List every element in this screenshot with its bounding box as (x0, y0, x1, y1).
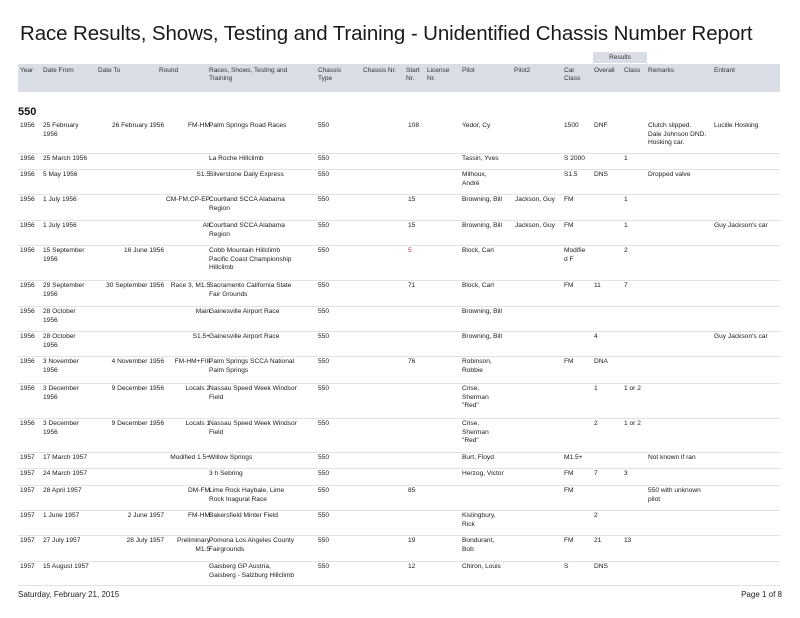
cell-year: 1957 (20, 512, 35, 519)
cell-event: Gainesville Airport Race (209, 333, 280, 340)
cell-event: Nassau Speed Week Windsor Field (209, 385, 297, 401)
cell-overall: 1 (594, 385, 598, 392)
cell-year: 1956 (20, 308, 35, 315)
cell-pilot: Milhoux, André (462, 171, 487, 187)
cell-start-nr: 76 (408, 358, 416, 365)
cell-pilot: Browning, Bill (462, 222, 502, 229)
cell-pilot: Bondurant, Bob (462, 537, 495, 553)
cell-round: FM-HM (188, 512, 210, 519)
cell-date-to: 2 June 1957 (127, 512, 164, 519)
cell-year: 1956 (20, 333, 35, 340)
col-header-event: Races, Shows, Testing and Training (209, 67, 288, 82)
table-row (18, 120, 780, 154)
cell-year: 1956 (20, 171, 35, 178)
cell-year: 1956 (20, 420, 35, 427)
cell-remarks: Dropped valve (648, 171, 691, 178)
table-row (18, 452, 780, 469)
table-row (18, 153, 780, 170)
cell-chassis-type: 550 (318, 155, 330, 162)
cell-start-nr: 12 (408, 563, 416, 570)
cell-pilot: Tassin, Yves (462, 155, 499, 162)
cell-chassis-type: 550 (318, 122, 330, 129)
cell-event: Willow Springs (209, 454, 253, 461)
table-row (18, 245, 780, 281)
chassis-group-label: 550 (18, 106, 37, 118)
cell-event: La Roche Hillclimb (209, 155, 264, 162)
cell-car-class: Modifie d F (564, 247, 586, 263)
cell-car-class: FM (564, 537, 574, 544)
cell-overall: DNS (594, 171, 608, 178)
cell-chassis-type: 550 (318, 171, 330, 178)
cell-pilot: Crise, Sherman "Red" (462, 385, 489, 410)
cell-date-from: 28 October 1956 (43, 333, 76, 349)
cell-event: Lime Rock Haybale, Lime Rock Inagural Race (209, 487, 285, 503)
cell-overall: 4 (594, 333, 598, 340)
cell-pilot: Browning, Bill (462, 308, 502, 315)
cell-date-from: 28 October 1956 (43, 308, 76, 324)
col-header-pilot: Pilot (462, 67, 475, 74)
cell-pilot: Burt, Floyd (462, 454, 494, 461)
cell-pilot2: Jackson, Guy (515, 222, 555, 229)
cell-date-from: 17 March 1957 (43, 454, 87, 461)
cell-event: Pomona Los Angeles County Fairgrounds (209, 537, 295, 553)
cell-class: 1 or 2 (624, 385, 641, 392)
table-row (18, 383, 780, 419)
cell-date-from: 28 April 1957 (43, 487, 82, 494)
cell-date-from: 27 July 1957 (43, 537, 81, 544)
cell-pilot: Browning, Bill (462, 196, 502, 203)
cell-event: Courtland SCCA Alabama Region (209, 196, 285, 212)
cell-event: Gaisberg GP Austria, Gaisberg - Salzburg Hillclimb (209, 563, 295, 579)
cell-event: Gainesville Airport Race (209, 308, 280, 315)
cell-pilot: Block, Carl (462, 247, 494, 254)
cell-round: Locals 1 (185, 420, 210, 427)
cell-year: 1956 (20, 282, 35, 289)
cell-start-nr: 19 (408, 537, 416, 544)
cell-class: 7 (624, 282, 628, 289)
footer-date: Saturday, February 21, 2015 (18, 590, 120, 599)
cell-overall: DNS (594, 563, 608, 570)
cell-pilot: Kislingbury, Rick (462, 512, 496, 528)
footer-page-number: Page 1 of 8 (741, 590, 782, 599)
col-header-date-to: Date To (98, 67, 121, 74)
cell-date-to: 4 November 1956 (111, 358, 164, 365)
cell-car-class: M1.5+ (564, 454, 583, 461)
cell-year: 1957 (20, 470, 35, 477)
cell-round: S1.5+ (192, 333, 210, 340)
col-header-overall: Overall (594, 67, 615, 74)
col-header-year: Year (20, 67, 34, 74)
cell-overall: 21 (594, 537, 602, 544)
col-header-remarks: Remarks (648, 67, 675, 74)
cell-date-to: 16 June 1956 (124, 247, 164, 254)
col-header-entrant: Entrant (714, 67, 735, 74)
cell-round: DM-FM (188, 487, 210, 494)
cell-event: Courtland SCCA Alabama Region (209, 222, 285, 238)
table-row (18, 306, 780, 332)
cell-round: FM-HM+FIII (174, 358, 210, 365)
cell-class: 1 (624, 222, 628, 229)
col-header-chassis-type: Chassis Type (318, 67, 342, 82)
col-header-round: Round (159, 67, 179, 74)
cell-class: 3 (624, 470, 628, 477)
cell-date-from: 29 September 1956 (43, 282, 85, 298)
cell-date-from: 24 March 1957 (43, 470, 87, 477)
cell-chassis-type: 550 (318, 282, 330, 289)
cell-chassis-type: 550 (318, 487, 330, 494)
cell-car-class: S1.5 (564, 171, 578, 178)
cell-date-from: 3 November 1956 (43, 358, 79, 374)
cell-round: Race 3, M1.5 (170, 282, 210, 289)
cell-car-class: 1500 (564, 122, 579, 129)
cell-year: 1956 (20, 358, 35, 365)
cell-year: 1957 (20, 563, 35, 570)
cell-year: 1956 (20, 385, 35, 392)
cell-start-nr: 85 (408, 487, 416, 494)
cell-car-class: FM (564, 358, 574, 365)
cell-event: Palm Springs Road Races (209, 122, 287, 129)
cell-event: Sacramento California State Fair Grounds (209, 282, 292, 298)
cell-overall: DNF (594, 122, 608, 129)
cell-round: Modified 1.5+ (170, 454, 210, 461)
cell-chassis-type: 550 (318, 308, 330, 315)
cell-start-nr: 15 (408, 196, 416, 203)
cell-class: 2 (624, 247, 628, 254)
cell-entrant: Guy Jackson's car (714, 333, 768, 340)
cell-year: 1957 (20, 487, 35, 494)
cell-round: CM-FM,CP-EP (166, 196, 210, 203)
cell-round: S1.5 (196, 171, 210, 178)
cell-overall: 2 (594, 512, 598, 519)
cell-car-class: S 2000 (564, 155, 585, 162)
cell-date-from: 25 March 1956 (43, 155, 87, 162)
table-row (18, 468, 780, 486)
cell-start-nr: 108 (408, 122, 420, 129)
cell-car-class: FM (564, 282, 574, 289)
report-title: Race Results, Shows, Testing and Training - Unidentified Chassis Number Report (20, 22, 753, 45)
cell-round: Preliminary M1.5 (177, 537, 210, 553)
cell-class: 1 (624, 155, 628, 162)
cell-pilot: Chiron, Louis (462, 563, 501, 570)
cell-pilot: Robinson, Robbie (462, 358, 492, 374)
cell-date-to: 28 July 1957 (126, 537, 164, 544)
cell-date-from: 25 February 1956 (43, 122, 79, 138)
table-row (18, 510, 780, 536)
cell-year: 1956 (20, 155, 35, 162)
table-row (18, 280, 780, 307)
table-row (18, 356, 780, 384)
cell-date-from: 15 September 1956 (43, 247, 85, 263)
cell-year: 1957 (20, 454, 35, 461)
cell-pilot: Yedor, Cy (462, 122, 491, 129)
cell-chassis-type: 550 (318, 358, 330, 365)
cell-remarks: Clutch slipped. Dale Johnson DND. Hosking car. (648, 122, 707, 147)
cell-round: FM-HM (188, 122, 210, 129)
cell-car-class: FM (564, 222, 574, 229)
cell-event: Cobb Mountain Hillclimb Pacific Coast Championship Hillclimb (209, 247, 292, 272)
cell-pilot: Herzog, Victor (462, 470, 504, 477)
cell-date-to: 26 February 1956 (111, 122, 164, 129)
cell-start-nr: 71 (408, 282, 416, 289)
cell-date-from: 5 May 1956 (43, 171, 78, 178)
cell-year: 1956 (20, 247, 35, 254)
cell-overall: 2 (594, 420, 598, 427)
cell-overall: 7 (594, 470, 598, 477)
cell-entrant: Guy Jackson's car (714, 222, 768, 229)
cell-chassis-type: 550 (318, 420, 330, 427)
cell-date-to: 30 September 1956 (106, 282, 164, 289)
table-row (18, 485, 780, 511)
cell-pilot: Browning, Bill (462, 333, 502, 340)
cell-date-from: 1 July 1956 (43, 222, 77, 229)
results-header-band: Results (593, 52, 647, 63)
table-row (18, 169, 780, 195)
col-header-car-class: Car Class (564, 67, 581, 82)
cell-date-from: 3 December 1956 (43, 385, 79, 401)
col-header-chassis-nr: Chassis Nr. (363, 67, 397, 74)
cell-chassis-type: 550 (318, 454, 330, 461)
cell-round: All (202, 222, 210, 229)
cell-car-class: FM (564, 487, 574, 494)
cell-chassis-type: 550 (318, 247, 330, 254)
cell-chassis-type: 550 (318, 512, 330, 519)
cell-start-nr: 5 (408, 247, 412, 254)
table-row (18, 535, 780, 562)
table-row (18, 220, 780, 246)
cell-overall: DNA (594, 358, 608, 365)
cell-overall: 11 (594, 282, 601, 289)
cell-remarks: 550 with unknown pilot (648, 487, 701, 503)
cell-year: 1956 (20, 122, 35, 129)
cell-chassis-type: 550 (318, 563, 330, 570)
cell-date-to: 9 December 1956 (111, 385, 164, 392)
cell-round: Main (195, 308, 210, 315)
cell-year: 1956 (20, 222, 35, 229)
cell-pilot2: Jackson, Guy (515, 196, 555, 203)
cell-class: 1 or 2 (624, 420, 641, 427)
cell-chassis-type: 550 (318, 222, 330, 229)
col-header-class: Class (624, 67, 641, 74)
cell-chassis-type: 550 (318, 470, 330, 477)
cell-round: Locals 2 (185, 385, 210, 392)
cell-date-from: 1 July 1956 (43, 196, 77, 203)
cell-date-to: 9 December 1956 (111, 420, 164, 427)
col-header-license-nr: License Nr. (427, 67, 450, 82)
cell-chassis-type: 550 (318, 196, 330, 203)
cell-event: 3 h Sebring (209, 470, 243, 477)
cell-event: Bakersfield Minter Field (209, 512, 278, 519)
cell-remarks: Not known if ran (648, 454, 696, 461)
cell-year: 1957 (20, 537, 35, 544)
cell-car-class: S (564, 563, 569, 570)
cell-class: 13 (624, 537, 632, 544)
cell-date-from: 3 December 1956 (43, 420, 79, 436)
col-header-pilot2: Pilot2 (514, 67, 531, 74)
cell-chassis-type: 550 (318, 537, 330, 544)
cell-year: 1956 (20, 196, 35, 203)
table-row (18, 418, 780, 453)
cell-pilot: Crise, Sherman "Red" (462, 420, 489, 445)
cell-date-from: 15 August 1957 (43, 563, 89, 570)
cell-car-class: FM (564, 470, 574, 477)
cell-pilot: Block, Carl (462, 282, 494, 289)
cell-car-class: FM (564, 196, 574, 203)
cell-event: Nassau Speed Week Windsor Field (209, 420, 297, 436)
cell-date-from: 1 June 1957 (43, 512, 80, 519)
table-row (18, 331, 780, 357)
cell-entrant: Lucille Hosking (714, 122, 759, 129)
cell-class: 1 (624, 196, 628, 203)
table-row (18, 194, 780, 221)
table-row (18, 561, 780, 586)
cell-event: Palm Springs SCCA National Palm Springs (209, 358, 295, 374)
col-header-date-from: Date From (43, 67, 74, 74)
col-header-start-nr: Start Nr. (406, 67, 420, 82)
cell-chassis-type: 550 (318, 333, 330, 340)
cell-start-nr: 15 (408, 222, 416, 229)
cell-chassis-type: 550 (318, 385, 330, 392)
cell-event: Silverstone Daily Express (209, 171, 284, 178)
